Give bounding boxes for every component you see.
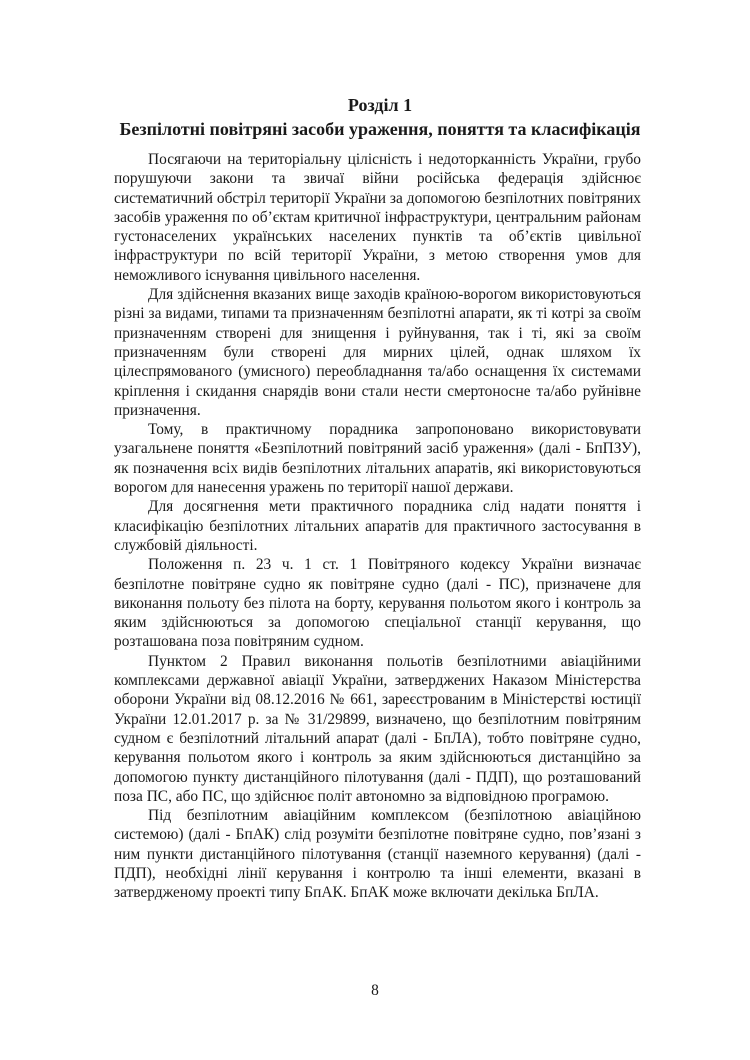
paragraph: Під безпілотним авіаційним комплексом (безпілотною авіаційною системою) (далі - БпАК) слід розуміти безпілотне повітряне судно, пов’язані з ним пункти дистанційного пілотування (станції наземного керування) (далі - ПДП), необхідні лінії керування і контролю та інші елементи, вказані в затвердженому проекті типу БпАК. БпАК може включати декілька БпЛА. xyxy=(114,807,641,902)
paragraph: Для досягнення мети практичного порадника слід надати поняття і класифікацію безпілотних літальних апаратів для практичного застосування в службовій діяльності. xyxy=(114,498,641,554)
body-text xyxy=(114,150,641,903)
page-number: 8 xyxy=(371,982,379,999)
paragraph: Тому, в практичному порадника запропоновано використовувати узагальнене поняття «Безпілотний повітряний засіб ураження» (далі - БпПЗУ), як позначення всіх видів безпілотних літальних апаратів, які використовуються ворогом для нанесення уражень по території нашої держави. xyxy=(114,421,641,497)
section-title-heading: Безпілотні повітряні засоби ураження, поняття та класифікація xyxy=(119,119,641,139)
paragraph: Положення п. 23 ч. 1 ст. 1 Повітряного кодексу України визначає безпілотне повітряне судно як повітряне судно (далі - ПС), призначене для виконання польоту без пілота на борту, керування польотом якого і контроль за яким здійснюються за допомогою спеціальної станції керування, що розташована поза повітряним судном. xyxy=(114,556,641,651)
paragraph: Для здійснення вказаних вище заходів країною-ворогом використовуються різні за видами, типами та призначенням безпілотні апарати, як ті котрі за своїм призначенням створені для знищення і руйнування, так і ті, які за своїм призначенням були створені для мирних цілей, однак шляхом їх цілеспрямованого (умисного) переобладнання та/або оснащення їх системами кріплення і скидання снарядів вони стали нести смертоносне та/або руйнівне призначення. xyxy=(114,286,641,419)
paragraph: Пунктом 2 Правил виконання польотів безпілотними авіаційними комплексами державної авіації України, затверджених Наказом Міністерства оборони України від 08.12.2016 № 661, зареєстрованим в Міністерстві юстиції України 12.01.2017 р. за № 31/29899, визначено, що безпілотним повітряним судном є безпілотний літальний апарат (далі - БпЛА), тобто повітряне судно, керування польотом якого і контроль за яким здійснюються дистанційно за допомогою пункту дистанційного пілотування (далі - ПДП), що розташований поза ПС, або ПС, що здійснює політ автономно за відповідною програмою. xyxy=(114,652,641,805)
section-number-heading: Розділ 1 xyxy=(347,95,413,115)
paragraph: Посягаючи на територіальну цілісність і недоторканність України, грубо порушуючи закони та звичаї війни російська федерація здійснює систематичний обстріл території України за допомогою безпілотних повітряних засобів ураження по об’єктам критичної інфраструктури, центральним районам густонаселених українських населених пунктів та об’єктів цивільної інфраструктури по всій території України, з метою створення умов для неможливого існування цивільного населення. xyxy=(114,151,641,284)
